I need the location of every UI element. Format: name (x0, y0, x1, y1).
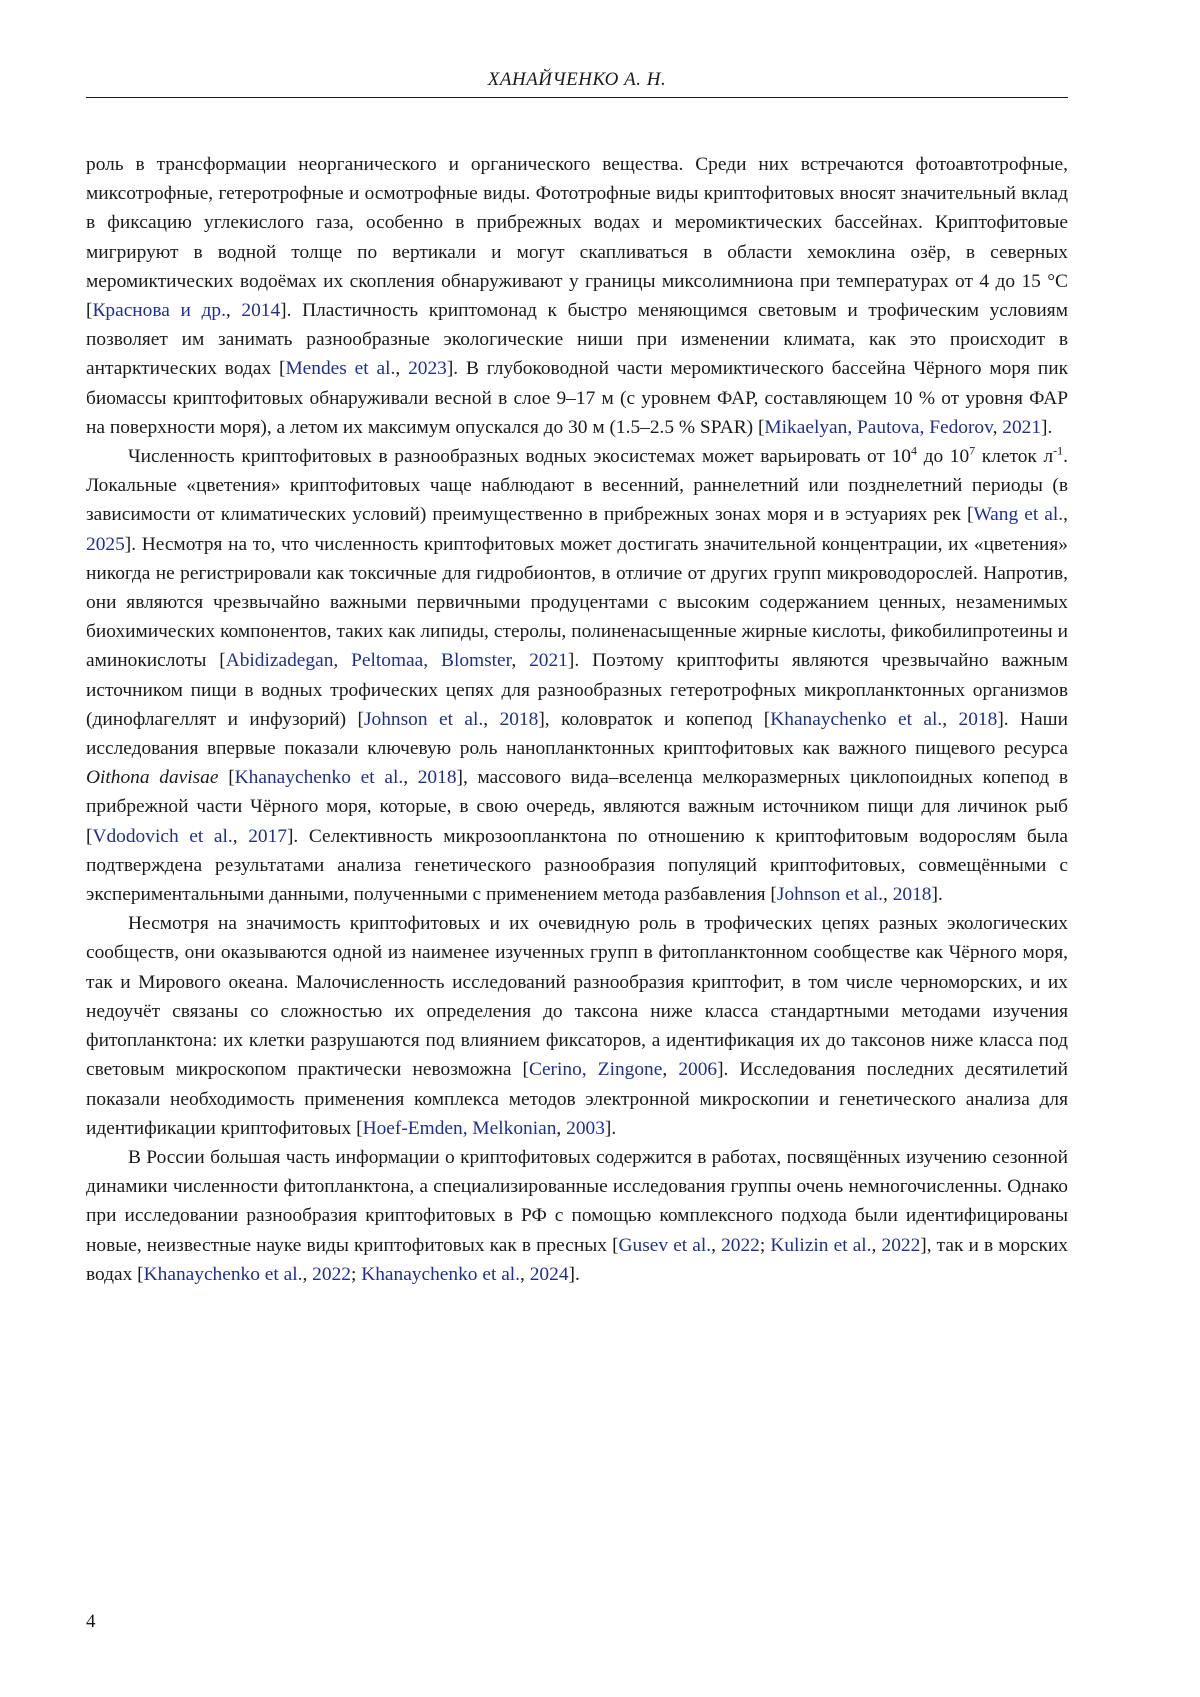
citation-year-link[interactable]: 2021 (1002, 416, 1042, 438)
citation-link[interactable]: Mendes et al. (285, 358, 396, 380)
exponent: 4 (910, 443, 917, 458)
exponent: 7 (969, 443, 976, 458)
citation-year-link[interactable]: 2022 (881, 1234, 921, 1256)
text-run: ]. Наши исследования впервые показали ключевую роль нанопланктонных криптофитовых как важного пищевого ресурса (86, 708, 1068, 760)
citation-year-link[interactable]: 2014 (241, 300, 281, 322)
citation-year-link[interactable]: 2022 (312, 1263, 351, 1285)
citation-year-link[interactable]: 2006 (678, 1059, 718, 1081)
citation-link[interactable]: Johnson et al. (364, 708, 484, 730)
citation-year-link[interactable]: 2025 (86, 533, 125, 555)
header-rule (86, 97, 1068, 98)
paragraph-4 (86, 1143, 1068, 1289)
paragraph-2 (86, 442, 1068, 909)
citation-year-link[interactable]: 2018 (499, 708, 539, 730)
text-run: ]. (931, 884, 943, 906)
page-number: 4 (86, 1611, 96, 1632)
text-run: ]. Пластичность криптомонад к быстро меняющимся световым и трофическим условиям позволяет им занимать разнообразные экологические ниши при изменении климата, как это происходит в антарктических водах [ (86, 300, 1068, 380)
text-run: ]. Несмотря на то, что численность криптофитовых может достигать значительной концентрации, их «цветения» никогда не регистрировали как токсичные для гидробионтов, в отличие от других групп микроводорослей. Напротив, они являются чрезвычайно важными первичными продуцентами с высоким содержанием ценных, незаменимых биохимических компонентов, таких как липиды, стеролы, полиненасыщенные жирные кислоты, фикобилипротеины и аминокислоты [ (86, 533, 1068, 672)
text-run: , (871, 1234, 882, 1256)
text-run: ]. (1041, 416, 1053, 438)
text-run: ]. (568, 1263, 580, 1285)
citation-link[interactable]: Mikaelyan, Pautova, Fedorov (764, 416, 993, 438)
text-run: В России большая часть информации о криптофитовых содержится в работах, посвящённых изучению сезонной динамики численности фитопланктона, а специализированные исследования группы очень немногочисленны. Однако при исследовании разнообразия криптофитовых в РФ с помощью комплексного подхода были идентифицированы новые, неизвестные науке виды криптофитовых как в пресных [ (86, 1146, 1068, 1256)
citation-year-link[interactable]: 2018 (417, 767, 457, 789)
text-run: , (232, 825, 249, 847)
citation-link[interactable]: Hoef-Emden, Melkonian (362, 1117, 557, 1139)
citation-year-link[interactable]: 2003 (566, 1117, 605, 1139)
text-run: ], коловраток и копепод [ (538, 708, 771, 730)
citation-year-link[interactable]: 2021 (529, 650, 568, 672)
text-run: , (520, 1263, 530, 1285)
text-run: , (1063, 504, 1068, 526)
exponent: -1 (1053, 443, 1064, 458)
citation-link[interactable]: Khanaychenko et al. (143, 1263, 303, 1285)
text-run: , (711, 1234, 722, 1256)
text-run: , (403, 767, 418, 789)
text-run: , (302, 1263, 313, 1285)
article-body (86, 150, 1068, 1289)
text-run: ; (759, 1234, 771, 1256)
citation-link[interactable]: Khanaychenko et al. (234, 767, 404, 789)
text-run: ; (350, 1263, 362, 1285)
text-run: клеток л (975, 446, 1054, 468)
text-run: , (992, 416, 1003, 438)
citation-year-link[interactable]: 2023 (408, 358, 447, 380)
citation-year-link[interactable]: 2018 (892, 884, 932, 906)
citation-link[interactable]: Johnson et al. (776, 884, 884, 906)
text-run: . Локальные «цветения» криптофитовых чаще наблюдают в весенний, раннелетний или позднелетний периоды (в зависимости от климатических условий) преимущественно в прибрежных зонах моря и в эстуариях рек [ (86, 446, 1068, 526)
citation-year-link[interactable]: 2018 (958, 708, 998, 730)
text-run: , (556, 1117, 567, 1139)
text-run: ], так и в морских водах [ (86, 1234, 1068, 1285)
text-run: , (942, 708, 959, 730)
running-head-author: ХАНАЙЧЕНКО А. Н. (487, 69, 667, 90)
text-run: ]. В глубоководной части меромиктического бассейна Чёрного моря пик биомассы криптофитовых обнаруживали весной в слое 9–17 м (с уровнем ФАР, составляющем 10 % от уровня ФАР на поверхности моря), а летом их максимум опускался до 30 м (1.5–2.5 % SPAR) [ (86, 358, 1069, 438)
citation-link[interactable]: Wang et al. (973, 504, 1064, 526)
citation-link[interactable]: Khanaychenko et al. (361, 1263, 521, 1285)
citation-link[interactable]: Kulizin et al. (770, 1234, 872, 1256)
citation-link[interactable]: Abidizadegan, Peltomaa, Blomster (225, 650, 512, 672)
paragraph-1 (86, 150, 1068, 442)
citation-link[interactable]: Краснова и др. (92, 300, 226, 322)
citation-link[interactable]: Gusev et al. (618, 1234, 712, 1256)
citation-link[interactable]: Cerino, Zingone (529, 1059, 663, 1081)
text-run: , (511, 650, 530, 672)
text-run: роль в трансформации неорганического и органического вещества. Среди них встречаются фотоавтотрофные, миксотрофные, гетеротрофные и осмотрофные виды. Фототрофные виды криптофитовых вносят значительный вклад в фиксацию углекислого газа, особенно в прибрежных водах и меромиктических бассейнах. Криптофитовые мигрируют в водной толще по вертикали и могут скапливаться в области хемоклина озёр, в северных меромиктических водоёмах их скопления обнаруживают у границы миксолимниона при температурах от 4 до 15 °C [ (86, 154, 1068, 322)
paragraph-3 (86, 909, 1068, 1143)
text-run: , (395, 358, 409, 380)
text-run: , (883, 884, 893, 906)
citation-year-link[interactable]: 2017 (248, 825, 287, 847)
text-run: ]. Исследования последних десятилетий показали необходимость применения комплекса методов электронной микроскопии и генетического анализа для идентификации криптофитовых [ (86, 1059, 1069, 1139)
text-run: , (483, 708, 500, 730)
text-run: ], массового вида–вселенца мелкоразмерных циклопоидных копепод в прибрежной части Чёрного моря, которые, в свою очередь, являются важным источником пищи для личинок рыб [ (86, 767, 1069, 847)
citation-year-link[interactable]: 2022 (721, 1234, 760, 1256)
text-run: , (225, 300, 242, 322)
text-run: ]. Селективность микрозоопланктона по отношению к криптофитовым водорослям была подтверждена результатами анализа генетического разнообразия популяций криптофитовых, совмещёнными с экспериментальными данными, полученными с применением метода разбавления [ (86, 825, 1068, 906)
species-name-italic: Oithona davisae (86, 767, 219, 789)
citation-link[interactable]: Khanaychenko et al. (770, 708, 943, 730)
text-run: ]. Поэтому криптофиты являются чрезвычайно важным источником пищи в водных трофических цепях для разнообразных гетеротрофных микропланктонных организмов (динофлагеллят и инфузорий) [ (86, 650, 1069, 730)
text-run: [ (218, 767, 235, 789)
text-run: Численность криптофитовых в разнообразных водных экосистемах может варьировать от 10 (128, 446, 911, 468)
text-run: ]. (604, 1117, 617, 1139)
text-run: , (662, 1059, 679, 1081)
citation-link[interactable]: Vdodovich et al. (92, 825, 233, 847)
citation-year-link[interactable]: 2024 (529, 1263, 569, 1285)
text-run: до 10 (916, 446, 970, 468)
text-run: Несмотря на значимость криптофитовых и их очевидную роль в трофических цепях разных экологических сообществ, они оказываются одной из наименее изученных групп в фитопланктонном сообществе как Чёрного моря, так и Мирового океана. Малочисленность исследований разнообразия криптофит, в том числе черноморских, и их недоучёт связаны со сложностью их определения до таксона ниже класса стандартными методами изучения фитопланктона: их клетки разрушаются под влиянием фиксаторов, а идентификация их до таксонов ниже класса под световым микроскопом практически невозможна [ (86, 913, 1068, 1081)
